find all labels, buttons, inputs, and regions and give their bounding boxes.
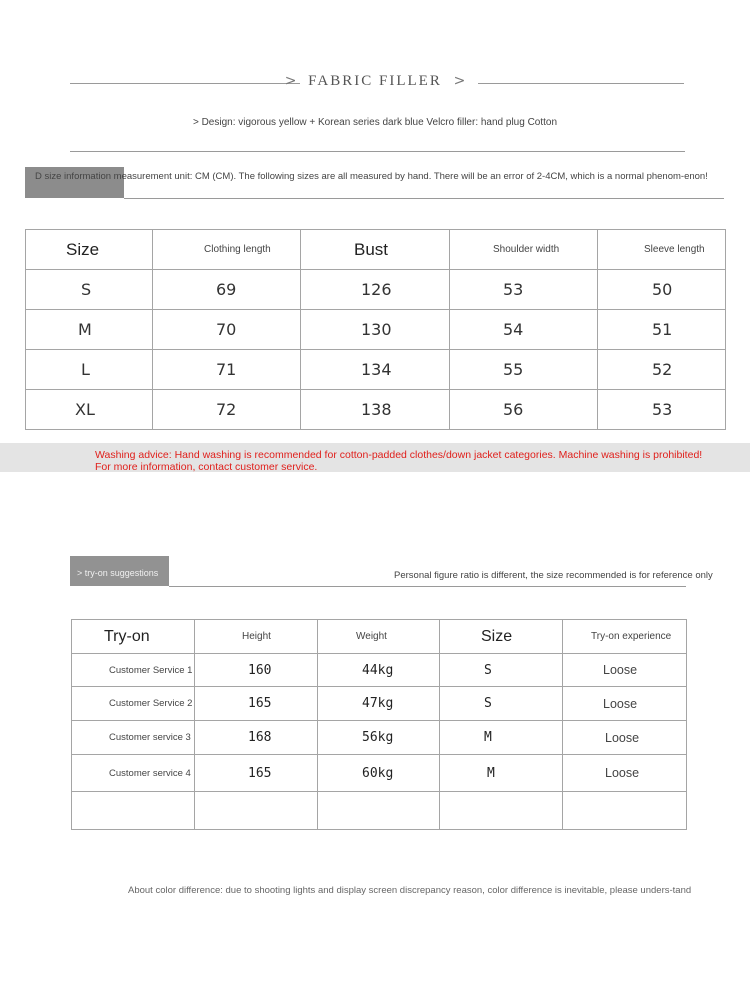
header-try-on: Try-on (72, 620, 195, 654)
washing-advice (95, 449, 745, 473)
size-info-rule (124, 198, 724, 199)
customer-cell: Customer service 3 (72, 721, 195, 755)
sleeve-length-cell: 50 (598, 270, 726, 310)
size-cell: M (440, 755, 563, 792)
header-clothing-length: Clothing length (153, 230, 301, 270)
design-line: > Design: vigorous yellow + Korean series dark blue Velcro filler: hand plug Cotton (192, 117, 558, 128)
customer-cell: Customer Service 1 (72, 654, 195, 687)
sleeve-length-cell: 52 (598, 350, 726, 390)
clothing-length-cell: 72 (153, 390, 301, 430)
experience-cell: Loose (563, 721, 687, 755)
weight-cell: 47kg (318, 687, 440, 721)
header-try-on-experience: Try-on experience (563, 620, 687, 654)
size-info-text: D size information measurement unit: CM (CM). The following sizes are all measured by hand. There will be an error of 2-4CM, which is a normal phenom-enon! (35, 171, 708, 182)
experience-cell: Loose (563, 687, 687, 721)
header-bust: Bust (301, 230, 450, 270)
size-table (25, 229, 726, 430)
size-cell: XL (26, 390, 153, 430)
size-table-header (26, 230, 726, 270)
tryon-note: Personal figure ratio is different, the size recommended is for reference only (394, 570, 713, 581)
washing-advice-line-1: Washing advice: Hand washing is recommended for cotton-padded clothes/down jacket categories. Machine washing is prohibited! (95, 449, 703, 461)
experience-cell: Loose (563, 654, 687, 687)
header-sleeve-length: Sleeve length (598, 230, 726, 270)
section-title (0, 73, 750, 90)
height-cell: 165 (195, 755, 318, 792)
table-row (72, 721, 687, 755)
size-cell: S (440, 654, 563, 687)
sleeve-length-cell: 51 (598, 310, 726, 350)
header-size: Size (440, 620, 563, 654)
size-cell: L (26, 350, 153, 390)
tryon-tag-text: > try-on suggestions (77, 568, 159, 578)
design-rule (70, 151, 685, 152)
height-cell: 168 (195, 721, 318, 755)
color-difference-note: About color difference: due to shooting lights and display screen discrepancy reason, color difference is inevitable, please unders-tand (128, 885, 692, 896)
tryon-rule (169, 586, 686, 587)
size-cell: M (440, 721, 563, 755)
height-cell: 160 (195, 654, 318, 687)
clothing-length-cell: 71 (153, 350, 301, 390)
table-row-empty (72, 792, 687, 830)
customer-cell: Customer Service 2 (72, 687, 195, 721)
table-row (72, 654, 687, 687)
chevron-right-icon: > (453, 73, 466, 89)
size-cell: S (440, 687, 563, 721)
header-height: Height (195, 620, 318, 654)
chevron-right-icon: > (284, 73, 297, 89)
tryon-table-header (72, 620, 687, 654)
bust-cell: 138 (301, 390, 450, 430)
table-row (26, 390, 726, 430)
bust-cell: 126 (301, 270, 450, 310)
height-cell: 165 (195, 687, 318, 721)
weight-cell: 44kg (318, 654, 440, 687)
washing-advice-line-2: For more information, contact customer service. (95, 461, 318, 473)
shoulder-width-cell: 54 (450, 310, 598, 350)
experience-cell: Loose (563, 755, 687, 792)
size-cell: M (26, 310, 153, 350)
section-title-text: FABRIC FILLER (308, 73, 442, 89)
clothing-length-cell: 70 (153, 310, 301, 350)
tryon-table (71, 619, 687, 830)
header-weight: Weight (318, 620, 440, 654)
table-row (72, 755, 687, 792)
sleeve-length-cell: 53 (598, 390, 726, 430)
shoulder-width-cell: 53 (450, 270, 598, 310)
table-row (26, 270, 726, 310)
shoulder-width-cell: 55 (450, 350, 598, 390)
header-shoulder-width: Shoulder width (450, 230, 598, 270)
table-row (26, 350, 726, 390)
shoulder-width-cell: 56 (450, 390, 598, 430)
table-row (26, 310, 726, 350)
weight-cell: 56kg (318, 721, 440, 755)
clothing-length-cell: 69 (153, 270, 301, 310)
header-size: Size (26, 230, 153, 270)
table-row (72, 687, 687, 721)
bust-cell: 134 (301, 350, 450, 390)
size-cell: S (26, 270, 153, 310)
bust-cell: 130 (301, 310, 450, 350)
weight-cell: 60kg (318, 755, 440, 792)
customer-cell: Customer service 4 (72, 755, 195, 792)
